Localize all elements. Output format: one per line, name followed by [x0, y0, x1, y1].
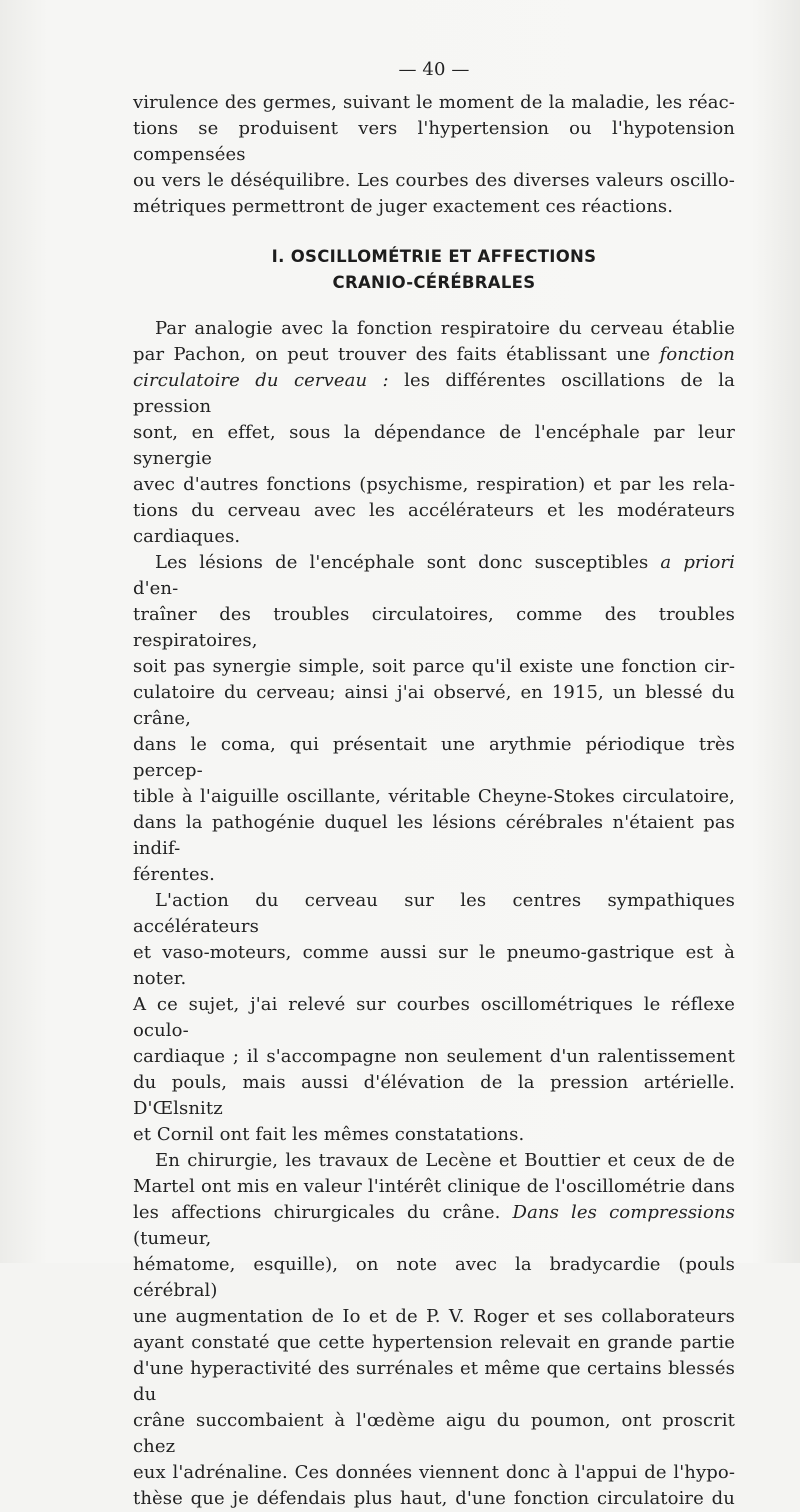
text-line: dans la pathogénie duquel les lésions cérébrales n'étaient pas indif- [133, 812, 735, 859]
text-line: En chirurgie, les travaux de Lecène et Bouttier et ceux de de [155, 1150, 735, 1171]
paragraph-3 [133, 888, 735, 1148]
text-line: ou vers le déséquilibre. Les courbes des diverses valeurs oscillo- [133, 170, 735, 191]
text-line: thèse que je défendais plus haut, d'une fonction circulatoire du [133, 1488, 735, 1509]
text-line: une augmentation de Io et de P. V. Roger et ses collaborateurs [133, 1306, 735, 1327]
text-line [133, 368, 735, 420]
text-run: par Pachon, on peut trouver des faits établissant une [133, 344, 660, 365]
text-run: les différentes oscillations de la pression [133, 370, 735, 417]
text-line: culatoire du cerveau; ainsi j'ai observé, en 1915, un blessé du crâne, [133, 682, 735, 729]
text-line: traîner des troubles circulatoires, comme des troubles respiratoires, [133, 604, 735, 651]
text-line: dans le coma, qui présentait une arythmie périodique très percep- [133, 734, 735, 781]
text-line: hématome, esquille), on note avec la bradycardie (pouls cérébral) [133, 1254, 735, 1301]
text-line: Martel ont mis en valeur l'intérêt clinique de l'oscillométrie dans [133, 1176, 735, 1197]
text-line: ayant constaté que cette hypertension relevait en grande partie [133, 1332, 735, 1353]
paragraph-4 [133, 1148, 735, 1512]
text-line: d'une hyperactivité des surrénales et même que certains blessés du [133, 1358, 735, 1405]
section-heading-line-1: I. OSCILLOMÉTRIE ET AFFECTIONS [271, 247, 597, 266]
text-line: soit pas synergie simple, soit parce qu'il existe une fonction cir- [133, 656, 735, 677]
text-line: férentes. [133, 864, 215, 885]
text-line: sont, en effet, sous la dépendance de l'encéphale par leur synergie [133, 422, 735, 469]
italic-run: fonction [659, 344, 735, 365]
italic-run: Dans les compressions [512, 1202, 735, 1223]
text-run: Les lésions de l'encéphale sont donc susceptibles [155, 552, 661, 573]
text-line: avec d'autres fonctions (psychisme, respiration) et par les rela- [133, 474, 735, 495]
text-line [133, 1200, 735, 1252]
text-block [133, 60, 735, 1512]
text-line [133, 342, 735, 368]
paragraph-2 [133, 550, 735, 888]
text-line: tible à l'aiguille oscillante, véritable Cheyne-Stokes circulatoire, [133, 786, 735, 807]
text-run: les affections chirurgicales du crâne. [133, 1202, 513, 1223]
text-line: A ce sujet, j'ai relevé sur courbes oscillométriques le réflexe oculo- [133, 994, 735, 1041]
text-run: (tumeur, [133, 1228, 212, 1249]
text-line: Par analogie avec la fonction respiratoire du cerveau établie [155, 318, 735, 339]
text-line: cardiaque ; il s'accompagne non seulement d'un ralentissement [133, 1046, 735, 1067]
paragraph-1 [133, 316, 735, 550]
text-line: tions se produisent vers l'hypertension ou l'hypotension compensées [133, 118, 735, 165]
text-line: tions du cerveau avec les accélérateurs et les modérateurs [133, 500, 735, 521]
text-line: et vaso-moteurs, comme aussi sur le pneumo-gastrique est à noter. [133, 942, 735, 989]
section-heading-line-2: CRANIO-CÉRÉBRALES [332, 273, 536, 292]
text-line: du pouls, mais aussi d'élévation de la pression artérielle. D'Œlsnitz [133, 1072, 735, 1119]
text-line: et Cornil ont fait les mêmes constatations. [133, 1124, 525, 1145]
text-run: d'en- [133, 578, 179, 599]
italic-run: circulatoire du cerveau : [133, 370, 389, 391]
section-heading [133, 244, 735, 296]
text-line [133, 550, 735, 602]
text-line: virulence des germes, suivant le moment de la maladie, les réac- [133, 92, 735, 113]
intro-paragraph [133, 90, 735, 220]
italic-run: a priori [660, 552, 735, 573]
text-line: L'action du cerveau sur les centres sympathiques accélérateurs [133, 890, 735, 937]
text-line: crâne succombaient à l'œdème aigu du poumon, ont proscrit chez [133, 1410, 735, 1457]
text-line: cardiaques. [133, 526, 241, 547]
text-line: métriques permettront de juger exactement ces réactions. [133, 196, 674, 217]
page-number: — 40 — [398, 59, 470, 80]
text-line: eux l'adrénaline. Ces données viennent donc à l'appui de l'hypo- [133, 1462, 735, 1483]
